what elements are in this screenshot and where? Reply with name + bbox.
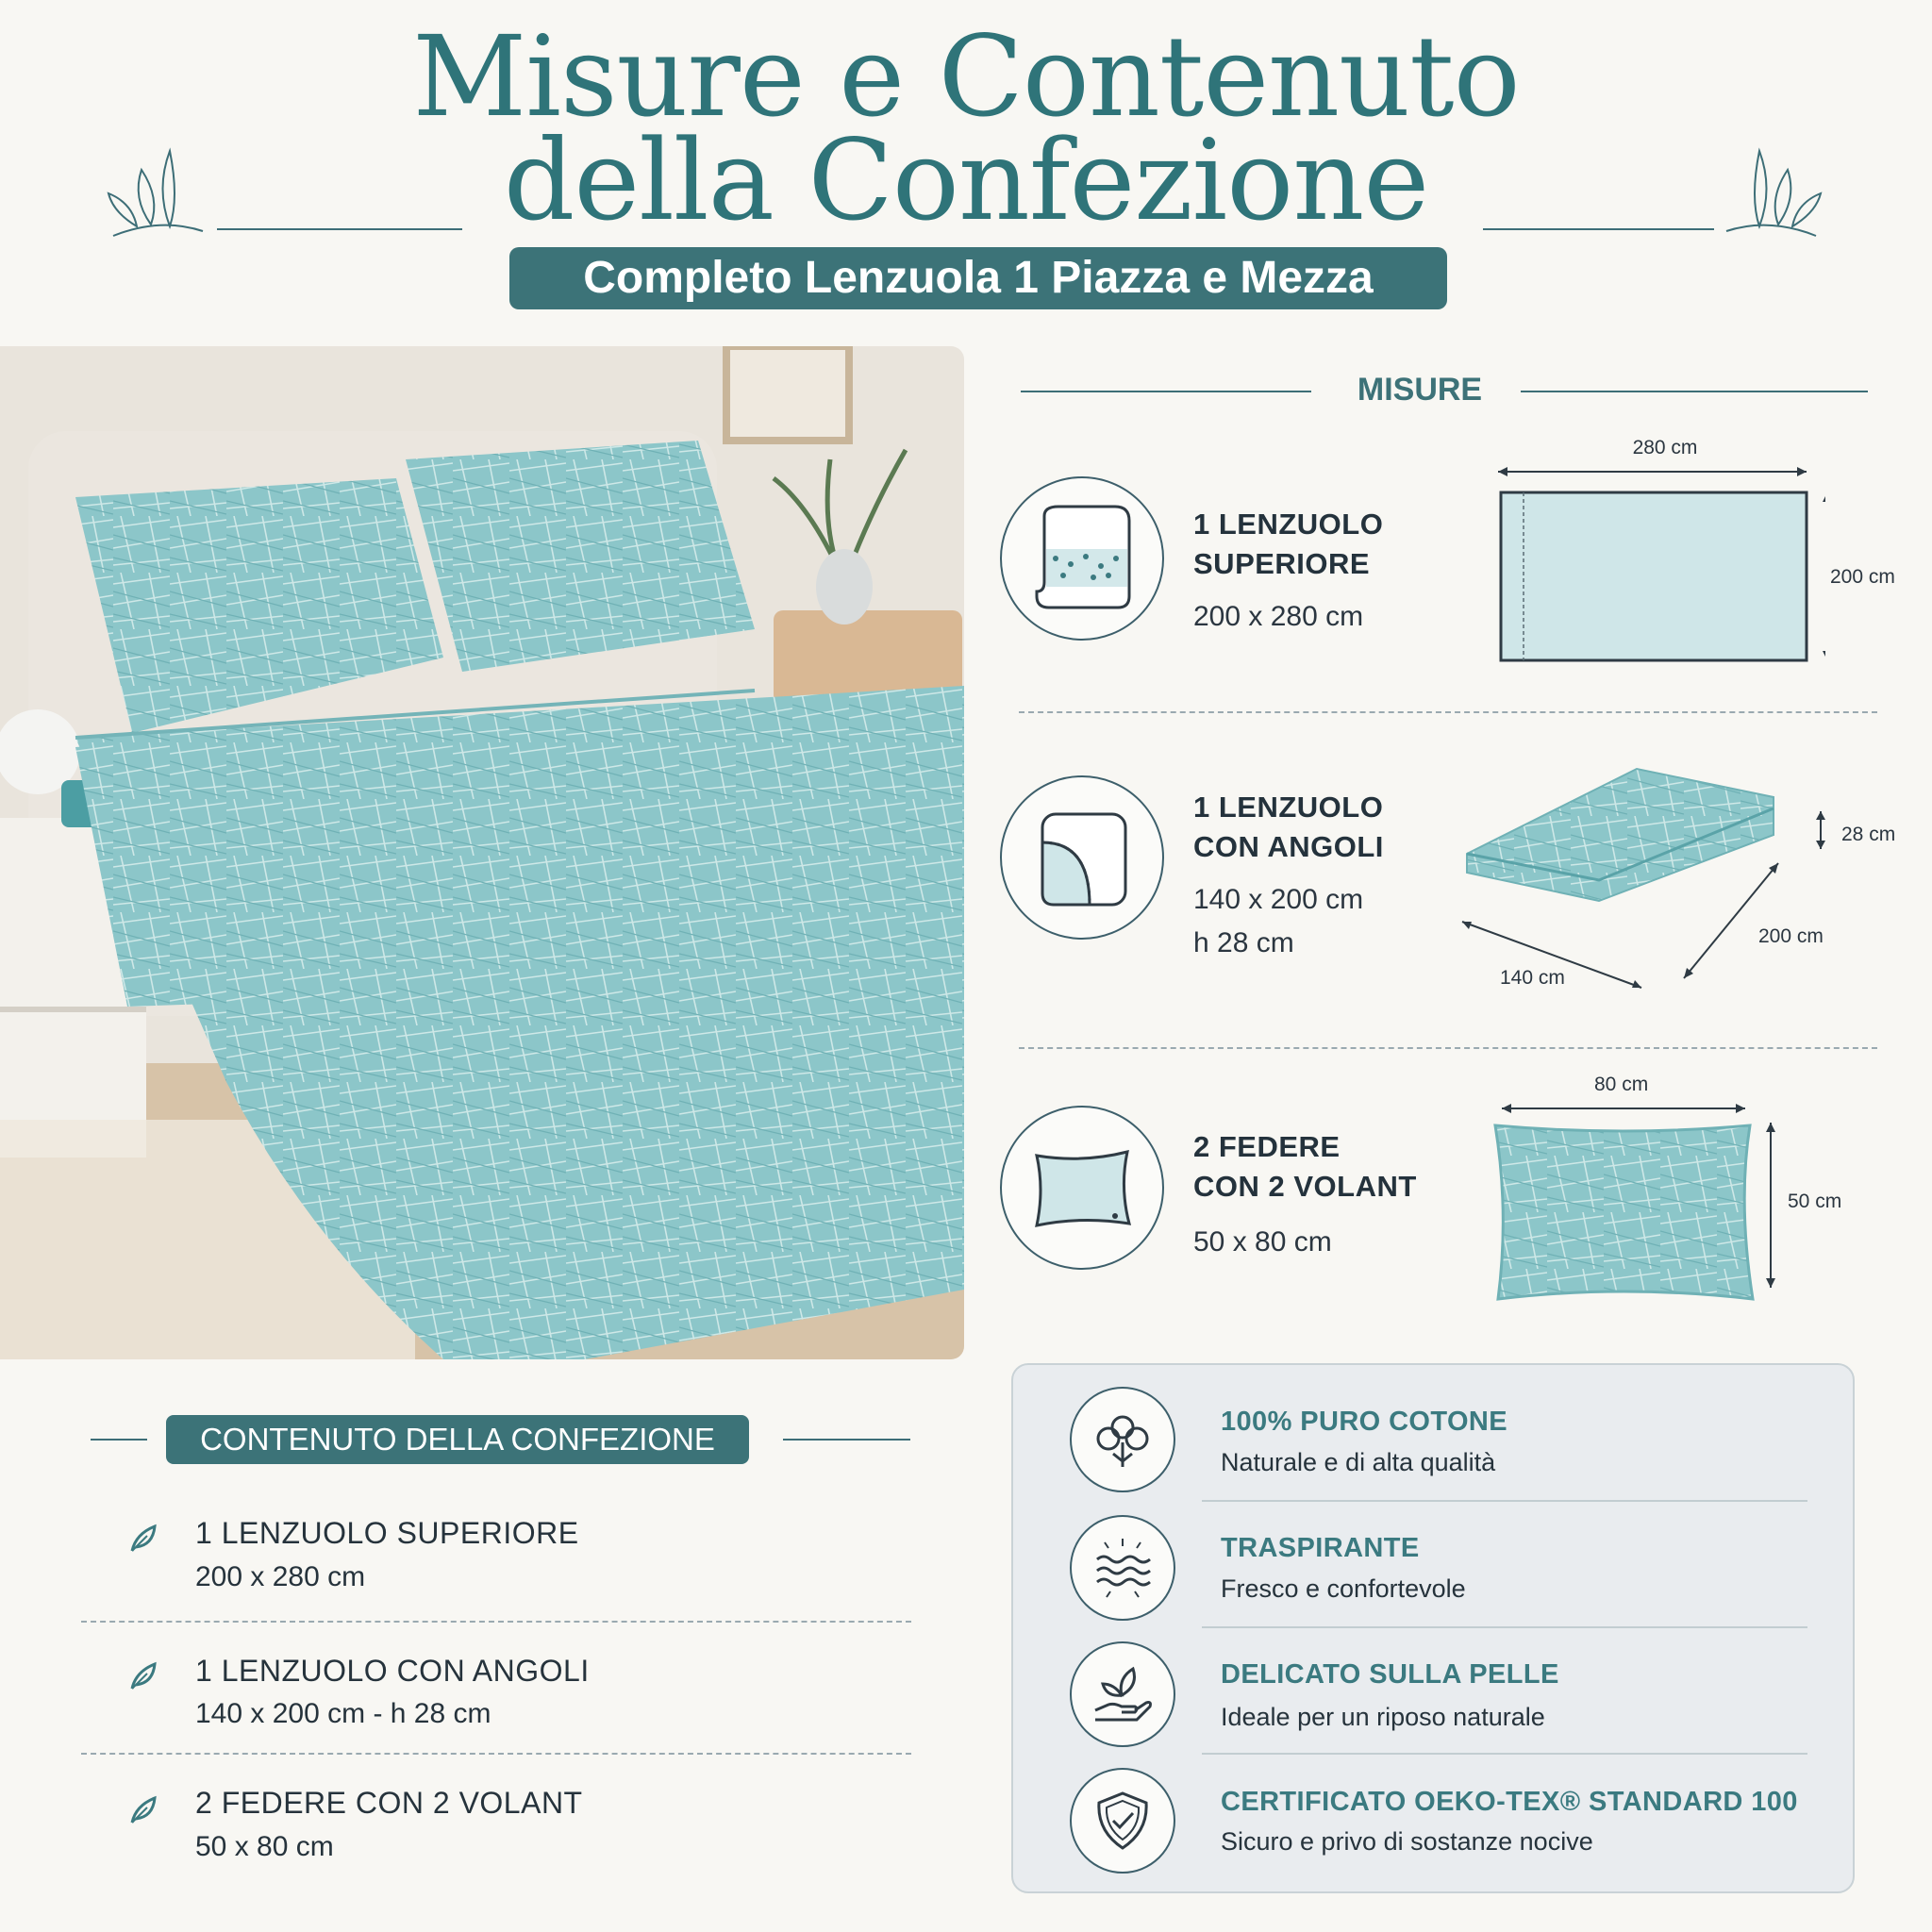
feature-3-title: DELICATO SULLA PELLE [1221,1659,1559,1690]
measure-3-dim: 50 x 80 cm [1193,1226,1332,1257]
feature-1-title: 100% PURO COTONE [1221,1407,1508,1437]
header-divider-left [217,228,462,230]
leaf-bullet-icon [126,1792,160,1826]
contents-item-1-dim: 200 x 280 cm [195,1561,366,1592]
feature-separator-1 [1202,1500,1807,1502]
contents-separator-2 [81,1753,911,1755]
contents-item-1-title: 1 LENZUOLO SUPERIORE [195,1516,579,1550]
contents-item-3-title: 2 FEDERE CON 2 VOLANT [195,1786,583,1820]
measure-2-width-label: 140 cm [1500,967,1565,989]
subtitle-banner: Completo Lenzuola 1 Piazza e Mezza [509,247,1447,309]
page-title-line2: della Confezione [503,115,1429,245]
feature-2-title: TRASPIRANTE [1221,1533,1420,1563]
measure-2-title2: CON ANGOLI [1193,830,1384,863]
contents-heading: CONTENUTO DELLA CONFEZIONE [166,1415,749,1464]
header-divider-right [1483,228,1714,230]
pillowcase-icon-circle [1000,1106,1164,1270]
skin-icon-circle [1070,1641,1175,1747]
bedroom-photo [0,346,964,1359]
measure-3-title1: 2 FEDERE [1193,1130,1341,1163]
measures-heading: MISURE [1357,372,1483,408]
measure-2-height-label: 28 cm [1841,824,1896,845]
feature-3-sub: Ideale per un riposo naturale [1221,1703,1545,1731]
misure-divider-left [1021,391,1311,392]
measure-2-dim: 140 x 200 cm [1193,884,1364,915]
breathable-waves-icon [1090,1535,1156,1601]
feature-4-title: CERTIFICATO OEKO-TEX® STANDARD 100 [1221,1787,1798,1817]
fitted-sheet-icon-circle [1000,775,1164,940]
flat-sheet-icon [1025,502,1139,615]
leaf-bullet-icon [126,1521,160,1555]
certificate-icon-circle [1070,1768,1175,1874]
flat-sheet-diagram [1495,462,1825,670]
cotton-flower-icon [1090,1407,1156,1473]
flat-sheet-icon-circle [1000,476,1164,641]
contents-item-3-dim: 50 x 80 cm [195,1831,334,1862]
measure-1-title1: 1 LENZUOLO [1193,508,1384,541]
measure-2-depth-label: 200 cm [1758,925,1824,947]
contents-item-2-title: 1 LENZUOLO CON ANGOLI [195,1654,590,1688]
leaf-branch-left-icon [104,132,208,245]
measure-2-title1: 1 LENZUOLO [1193,791,1384,824]
measure-1-title2: SUPERIORE [1193,547,1371,580]
leaf-hand-icon [1090,1661,1156,1727]
contents-item-2-dim: 140 x 200 cm - h 28 cm [195,1698,491,1729]
leaf-branch-right-icon [1722,132,1825,245]
pillowcase-icon [1025,1131,1139,1244]
measure-3-height-label: 50 cm [1788,1191,1842,1212]
feature-1-sub: Naturale e di alta qualità [1221,1448,1496,1476]
measure-3-width-label: 80 cm [1594,1074,1649,1095]
measure-3-title2: CON 2 VOLANT [1193,1170,1417,1203]
feature-2-sub: Fresco e confortevole [1221,1574,1466,1603]
contents-divider-left [91,1439,147,1441]
fitted-sheet-icon [1025,801,1139,914]
measure-1-width-label: 280 cm [1632,437,1698,458]
feature-separator-3 [1202,1753,1807,1755]
measure-2-dim2: h 28 cm [1193,927,1294,958]
contents-divider-right [783,1439,910,1441]
leaf-bullet-icon [126,1658,160,1692]
page-title-line1: Misure e Contenuto [412,11,1520,142]
feature-4-sub: Sicuro e privo di sostanze nocive [1221,1827,1593,1856]
breathable-icon-circle [1070,1515,1175,1621]
misure-divider-right [1521,391,1868,392]
shield-check-icon [1090,1788,1156,1854]
measure-separator-1 [1019,711,1877,713]
feature-separator-2 [1202,1626,1807,1628]
cotton-icon-circle [1070,1387,1175,1492]
measure-1-dim: 200 x 280 cm [1193,601,1364,632]
pillowcase-diagram [1491,1099,1792,1302]
contents-separator-1 [81,1621,911,1623]
measure-separator-2 [1019,1047,1877,1049]
fitted-sheet-diagram [1457,759,1835,995]
measure-1-height-label: 200 cm [1830,566,1895,588]
